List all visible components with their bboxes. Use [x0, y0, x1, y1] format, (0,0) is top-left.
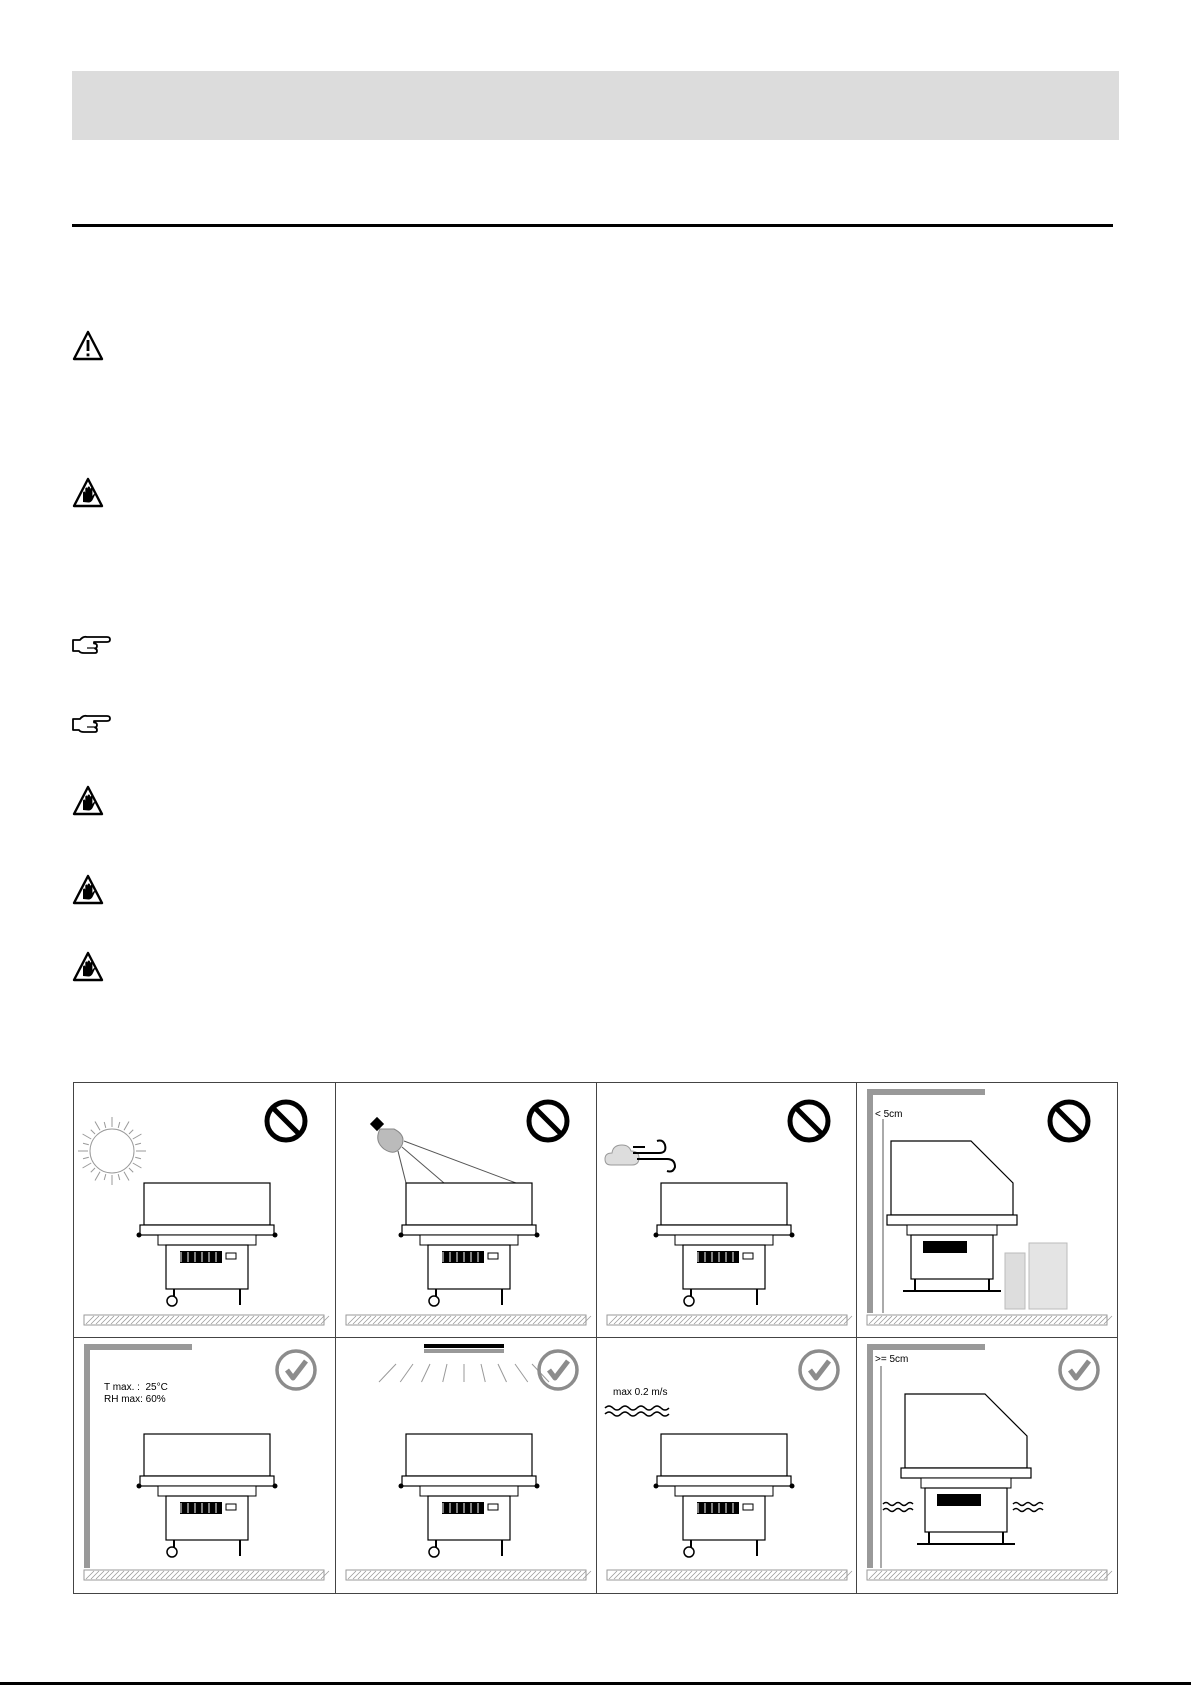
airflow-waves-icon: [605, 1406, 669, 1416]
prohibited-icon: [529, 1102, 567, 1140]
cell-draught: [597, 1083, 857, 1337]
cell-airflow: [597, 1338, 857, 1592]
warning-triangle-icon: [71, 329, 105, 363]
hand-stop-warning-icon: [71, 873, 105, 907]
installation-conditions-figure: [73, 1082, 1118, 1594]
check-icon: [1060, 1351, 1098, 1389]
display-cabinet-side: [901, 1394, 1031, 1544]
pointing-hand-icon: [70, 632, 112, 658]
cell-clearance-ok: [857, 1338, 1117, 1592]
pointing-hand-icon: [70, 711, 112, 737]
floor: [346, 1570, 591, 1580]
check-icon: [539, 1351, 577, 1389]
floor: [84, 1315, 329, 1325]
ceiling-light-icon: [379, 1344, 549, 1382]
prohibited-icon: [267, 1102, 305, 1140]
cell-clearance-too-small: [857, 1083, 1117, 1337]
cell-ambient-conditions: [74, 1338, 334, 1592]
check-icon: [800, 1351, 838, 1389]
floor: [607, 1570, 852, 1580]
display-cabinet: [137, 1183, 278, 1306]
hand-stop-warning-icon: [71, 950, 105, 984]
floor: [607, 1315, 852, 1325]
sun-icon: [78, 1117, 146, 1185]
cell-direct-sunlight: [74, 1083, 334, 1337]
clearance-label: >= 5cm: [875, 1354, 909, 1365]
header-band: [72, 71, 1119, 140]
airflow-label: max 0.2 m/s: [613, 1387, 668, 1398]
display-cabinet: [399, 1183, 540, 1306]
display-cabinet: [399, 1434, 540, 1557]
clearance-label: < 5cm: [875, 1109, 903, 1120]
floor: [867, 1570, 1112, 1580]
check-icon: [277, 1351, 315, 1389]
wind-cloud-icon: [605, 1141, 675, 1172]
prohibited-icon: [1050, 1102, 1088, 1140]
cell-direct-lamp: [336, 1083, 596, 1337]
temperature-label: T max. : 25°C: [104, 1382, 168, 1393]
display-cabinet: [654, 1434, 795, 1557]
hand-stop-warning-icon: [71, 476, 105, 510]
humidity-label: RH max: 60%: [104, 1394, 166, 1405]
floor: [84, 1570, 329, 1580]
lamp-icon: [370, 1117, 516, 1183]
display-cabinet-side: [887, 1141, 1017, 1291]
section-rule: [72, 224, 1113, 227]
prohibited-icon: [790, 1102, 828, 1140]
floor: [346, 1315, 591, 1325]
display-cabinet: [654, 1183, 795, 1306]
hand-stop-warning-icon: [71, 784, 105, 818]
cell-ceiling-light: [336, 1338, 596, 1592]
display-cabinet: [137, 1434, 278, 1557]
floor: [867, 1315, 1112, 1325]
